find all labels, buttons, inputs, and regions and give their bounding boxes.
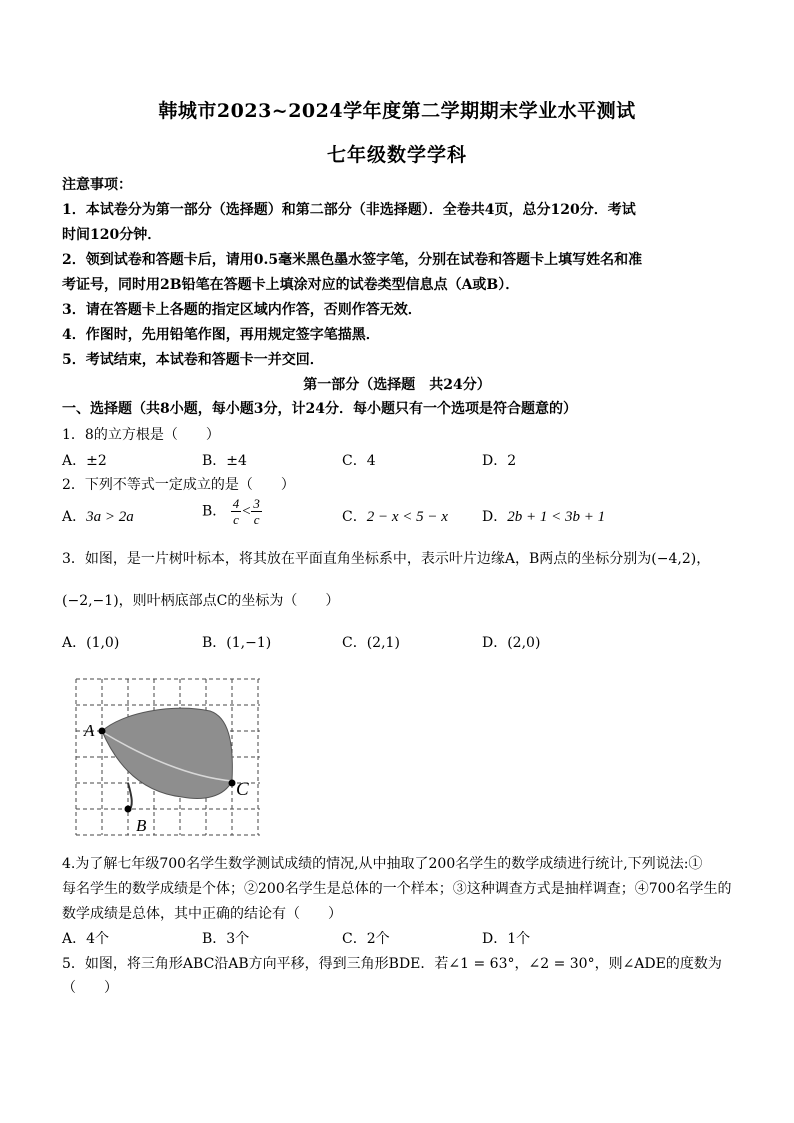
q3-stem-line2: (−2,−1)，则叶柄底部点C的坐标为（ ） (62, 593, 340, 609)
q5-line1: 5．如图，将三角形ABC沿AB方向平移，得到三角形BDE．若∠1 = 63°，∠2 = 30°，则∠ADE的度数为 (62, 956, 722, 972)
note-line-2: 时间120分钟． (62, 227, 162, 243)
q4-line1: 4.为了解七年级700名学生数学测试成绩的情况,从中抽取了200名学生的数学成绩进行统计,下列说法:① (62, 856, 703, 872)
q2-option-b-label: B． (202, 503, 227, 520)
point-a-marker (99, 728, 106, 735)
q5-line2: （ ） (62, 980, 118, 996)
q2-option-a-label: A． (62, 509, 87, 525)
note-line-5: 3．请在答题卡上各题的指定区域内作答，否则作答无效． (62, 302, 422, 318)
part1-heading: 第一部分（选择题 共24分） (303, 377, 491, 393)
q1-stem: 1．8的立方根是（ ） (62, 427, 220, 443)
q3-option-a: A．(1,0) (62, 635, 120, 651)
q2-frac1-den: c (233, 512, 239, 527)
q2-stem: 2．下列不等式一定成立的是（ ） (62, 477, 295, 493)
leaf-shape (102, 708, 232, 798)
q4-line2: 每名学生的数学成绩是个体；②200名学生是总体的一个样本；③这种调查方式是抽样调查；④700名学生的 (62, 881, 732, 897)
q2-option-d (482, 506, 605, 526)
q4-option-c: C．2个 (342, 931, 390, 947)
q2-frac1-num: 4 (232, 496, 240, 511)
point-c-marker (229, 780, 236, 787)
q1-option-a: A．±2 (62, 453, 107, 469)
exam-subtitle: 七年级数学学科 (326, 144, 467, 166)
note-line-1: 1．本试卷分为第一部分（选择题）和第二部分（非选择题）．全卷共4页，总分120分．考试 (62, 202, 636, 218)
note-line-7: 5．考试结束，本试卷和答题卡一并交回． (62, 352, 324, 368)
q4-line3: 数学成绩是总体，其中正确的结论有（ ） (62, 906, 342, 922)
q1-option-d: D．2 (482, 453, 517, 469)
q4-option-d: D．1个 (482, 931, 531, 947)
q4-option-a: A．4个 (62, 931, 110, 947)
q2-option-b (202, 496, 262, 527)
q2-option-b-frac2 (251, 496, 262, 527)
note-line-4: 考证号，同时用2B铅笔在答题卡上填涂对应的试卷类型信息点（A或B）． (62, 277, 520, 293)
q2-option-a (62, 506, 134, 526)
q2-option-d-label: D． (482, 509, 508, 525)
q2-option-b-frac1 (231, 496, 242, 527)
q1-option-c: C．4 (342, 453, 376, 469)
q2-option-b-lt: < (241, 503, 252, 520)
note-line-6: 4．作图时，先用铅笔作图，再用规定签字笔描黑． (62, 327, 380, 343)
q3-option-b: B．(1,−1) (202, 635, 272, 651)
q3-stem-line1: 3．如图，是一片树叶标本，将其放在平面直角坐标系中，表示叶片边缘A，B两点的坐标分别为(−4,2)， (62, 551, 711, 567)
q2-option-c (342, 506, 448, 526)
point-b-label: B (136, 816, 147, 835)
q2-option-c-label: C． (342, 509, 367, 525)
q3-option-d: D．(2,0) (482, 635, 541, 651)
leaf-grid-figure (72, 673, 262, 838)
q2-option-d-expr: 2b + 1 < 3b + 1 (507, 509, 606, 525)
point-c-label: C (236, 779, 249, 800)
point-b-marker (125, 806, 132, 813)
point-a-label: A (84, 721, 95, 740)
exam-title: 韩城市2023~2024学年度第二学期期末学业水平测试 (158, 100, 636, 122)
section-heading: 一、选择题（共8小题，每小题3分，计24分．每小题只有一个选项是符合题意的） (62, 401, 577, 417)
q2-option-a-expr: 3a > 2a (86, 509, 134, 525)
notes-heading: 注意事项： (62, 177, 132, 193)
q2-frac2-num: 3 (253, 496, 260, 511)
q1-option-b: B．±4 (202, 453, 247, 469)
note-line-3: 2．领到试卷和答题卡后，请用0.5毫米黑色墨水签字笔，分别在试卷和答题卡上填写姓名和准 (62, 252, 643, 268)
q3-option-c: C．(2,1) (342, 635, 400, 651)
q4-option-b: B．3个 (202, 931, 250, 947)
q2-frac2-den: c (253, 512, 260, 527)
q2-option-c-expr: 2 − x < 5 − x (366, 509, 448, 525)
